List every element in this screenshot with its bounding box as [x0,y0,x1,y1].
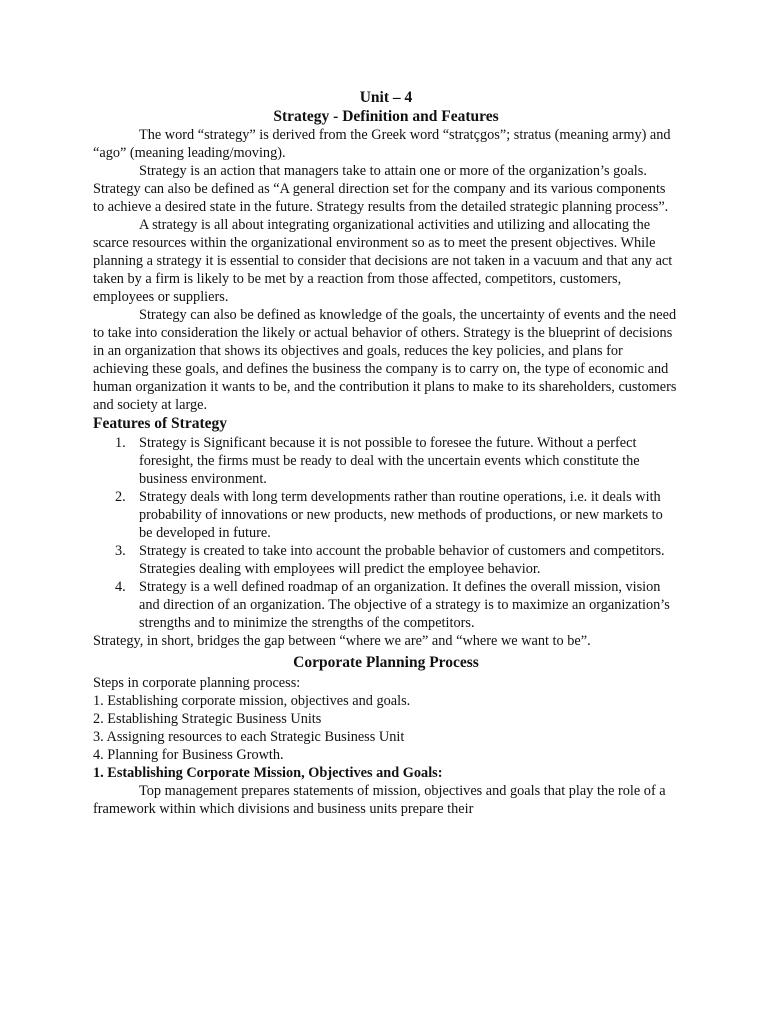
cpp-heading: Corporate Planning Process [293,654,479,671]
list-item-text: Strategy is Significant because it is not possible to foresee the future. Without a perfect foresight, the firms must be ready to deal with the uncertain events which constitute the business environment. [139,435,640,487]
list-item-text: Strategy is created to take into account the probable behavior of customers and competitors. Strategies dealing with employees will predict the employee behavior. [139,543,665,577]
unit-title: Unit – 4 [359,89,413,106]
list-item [93,542,679,578]
list-item [93,578,679,632]
features-list [93,434,679,632]
document-page [93,88,679,818]
step-item: 1. Establishing corporate mission, objectives and goals. [93,693,411,709]
summary-paragraph: Strategy, in short, bridges the gap between “where we are” and “where we want to be”. [93,633,591,649]
paragraph-definition: Strategy is an action that managers take to attain one or more of the organization’s goals. Strategy can also be defined as “A general direction set for the company and its various components to achieve a desired state in the future. Strategy results from the detailed strategic planning process”. [93,163,669,215]
list-item-number: 1. [115,435,126,451]
step-item: 2. Establishing Strategic Business Units [93,711,322,727]
subheading-mission: 1. Establishing Corporate Mission, Objectives and Goals: [93,765,443,781]
step-item: 4. Planning for Business Growth. [93,747,284,763]
features-heading: Features of Strategy [93,415,228,432]
paragraph-top-management: Top management prepares statements of mission, objectives and goals that play the role of a framework within which divisions and business units prepare their [93,783,666,817]
steps-intro: Steps in corporate planning process: [93,675,301,691]
list-item-number: 3. [115,543,126,559]
list-item-text: Strategy is a well defined roadmap of an organization. It defines the overall mission, vision and direction of an organization. The objective of a strategy is to maximize an organization’s strengths and to minimize the strengths of the competitors. [139,579,670,631]
step-item: 3. Assigning resources to each Strategic Business Unit [93,729,405,745]
list-item [93,434,679,488]
list-item-number: 4. [115,579,126,595]
paragraph-etymology: The word “strategy” is derived from the Greek word “stratçgos”; stratus (meaning army) and “ago” (meaning leading/moving). [93,127,671,161]
paragraph-integration: A strategy is all about integrating organizational activities and utilizing and allocating the scarce resources within the organizational environment so as to meet the present objectives. While planning a strategy it is essential to consider that decisions are not taken in a vacuum and that any act taken by a firm is likely to be met by a reaction from those affected, competitors, customers, employees or suppliers. [93,217,673,305]
steps-list [93,692,679,764]
list-item-number: 2. [115,489,126,505]
main-title: Strategy - Definition and Features [273,108,499,125]
list-item [93,488,679,542]
paragraph-knowledge: Strategy can also be defined as knowledge of the goals, the uncertainty of events and the need to take into consideration the likely or actual behavior of others. Strategy is the blueprint of decisions in an organization that shows its objectives and goals, reduces the key policies, and plans for achieving these goals, and defines the business the company is to carry on, the type of economic and human organization it wants to be, and the contribution it plans to make to its shareholders, customers and society at large. [93,307,677,413]
list-item-text: Strategy deals with long term developments rather than routine operations, i.e. it deals with probability of innovations or new products, new methods of productions, or new markets to be developed in future. [139,489,663,541]
